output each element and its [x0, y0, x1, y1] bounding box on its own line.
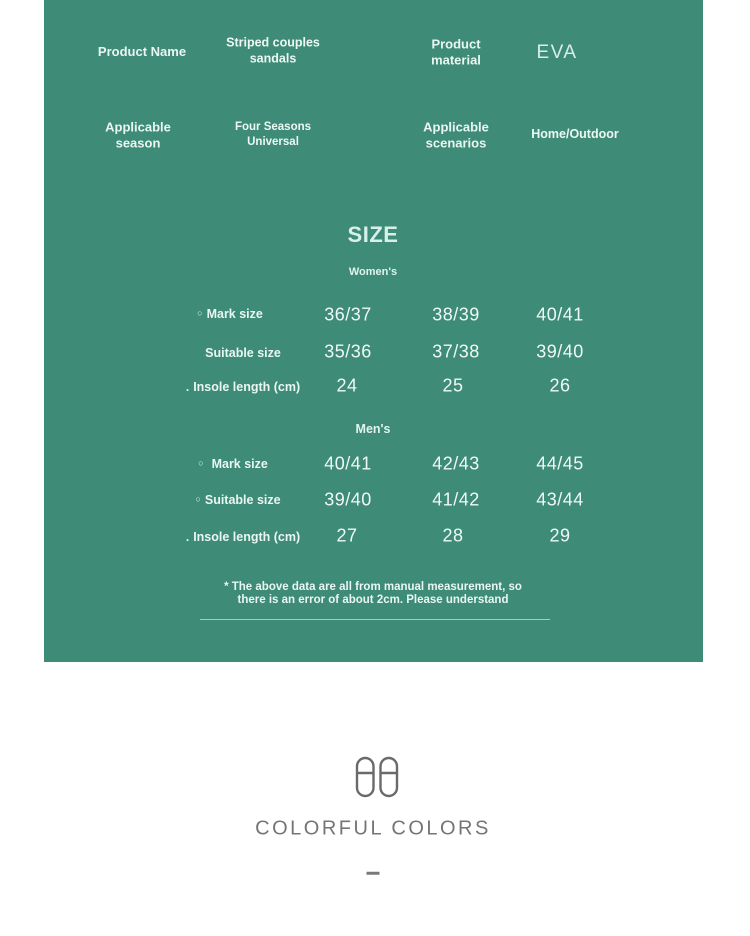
applicable-season-value: Four Seasons Universal [234, 121, 312, 148]
table-cell: 38/39 [432, 304, 480, 325]
mens-insole-length-label [186, 530, 300, 544]
table-cell: 40/41 [536, 304, 584, 325]
measurement-footnote-line2: there is an error of about 2cm. Please understand [237, 594, 509, 606]
womens-suitable-size-label [205, 346, 281, 360]
womens-mark-size-label [197, 307, 263, 321]
row-marker: ○ [197, 308, 203, 318]
product-material-label: Product material [431, 36, 481, 67]
table-cell: 36/37 [324, 304, 372, 325]
table-cell: 26 [549, 375, 571, 396]
mens-mark-size-label [198, 457, 268, 471]
product-name-value: Striped couples sandals [226, 35, 320, 65]
spec-panel [44, 0, 703, 662]
divider-line [200, 619, 550, 620]
table-cell: 37/38 [432, 341, 480, 362]
table-cell: 44/45 [536, 453, 584, 474]
table-cell: 40/41 [324, 453, 372, 474]
row-label-text: Suitable size [205, 346, 281, 360]
applicable-scenarios-value: Home/Outdoor [531, 127, 619, 142]
table-cell: 27 [336, 525, 358, 546]
table-cell: 39/40 [324, 489, 372, 510]
womens-section-heading: Women's [348, 266, 398, 278]
product-material-value: EVA [536, 42, 578, 63]
measurement-footnote-line1: * The above data are all from manual measurement, so [224, 581, 522, 593]
table-cell: 28 [442, 525, 464, 546]
row-marker: . [185, 530, 190, 544]
mens-section-heading: Men's [355, 422, 391, 436]
table-cell: 39/40 [536, 341, 584, 362]
product-name-label: Product Name [97, 44, 187, 60]
colorful-colors-heading: COLORFUL COLORS [255, 817, 491, 840]
table-cell: 41/42 [432, 489, 480, 510]
row-marker: ○ [198, 458, 204, 468]
dash-divider [367, 872, 380, 875]
table-cell: 43/44 [536, 489, 584, 510]
table-cell: 42/43 [432, 453, 480, 474]
row-label-text: Mark size [206, 307, 263, 321]
table-cell: 25 [442, 375, 464, 396]
mens-suitable-size-label [195, 493, 280, 507]
size-chart-title: SIZE [347, 222, 399, 247]
row-label-text: Suitable size [204, 493, 281, 507]
table-cell: 29 [549, 525, 571, 546]
table-cell: 35/36 [324, 341, 372, 362]
row-marker: ○ [195, 494, 201, 504]
row-label-text: Mark size [211, 457, 268, 471]
applicable-season-label: Applicable season [105, 119, 171, 150]
row-label-text: Insole length (cm) [193, 380, 301, 394]
row-marker: . [185, 380, 190, 394]
slippers-icon [354, 753, 400, 801]
row-label-text: Insole length (cm) [193, 530, 301, 544]
table-cell: 24 [336, 375, 358, 396]
applicable-scenarios-label: Applicable scenarios [423, 119, 489, 150]
womens-insole-length-label [186, 380, 300, 394]
